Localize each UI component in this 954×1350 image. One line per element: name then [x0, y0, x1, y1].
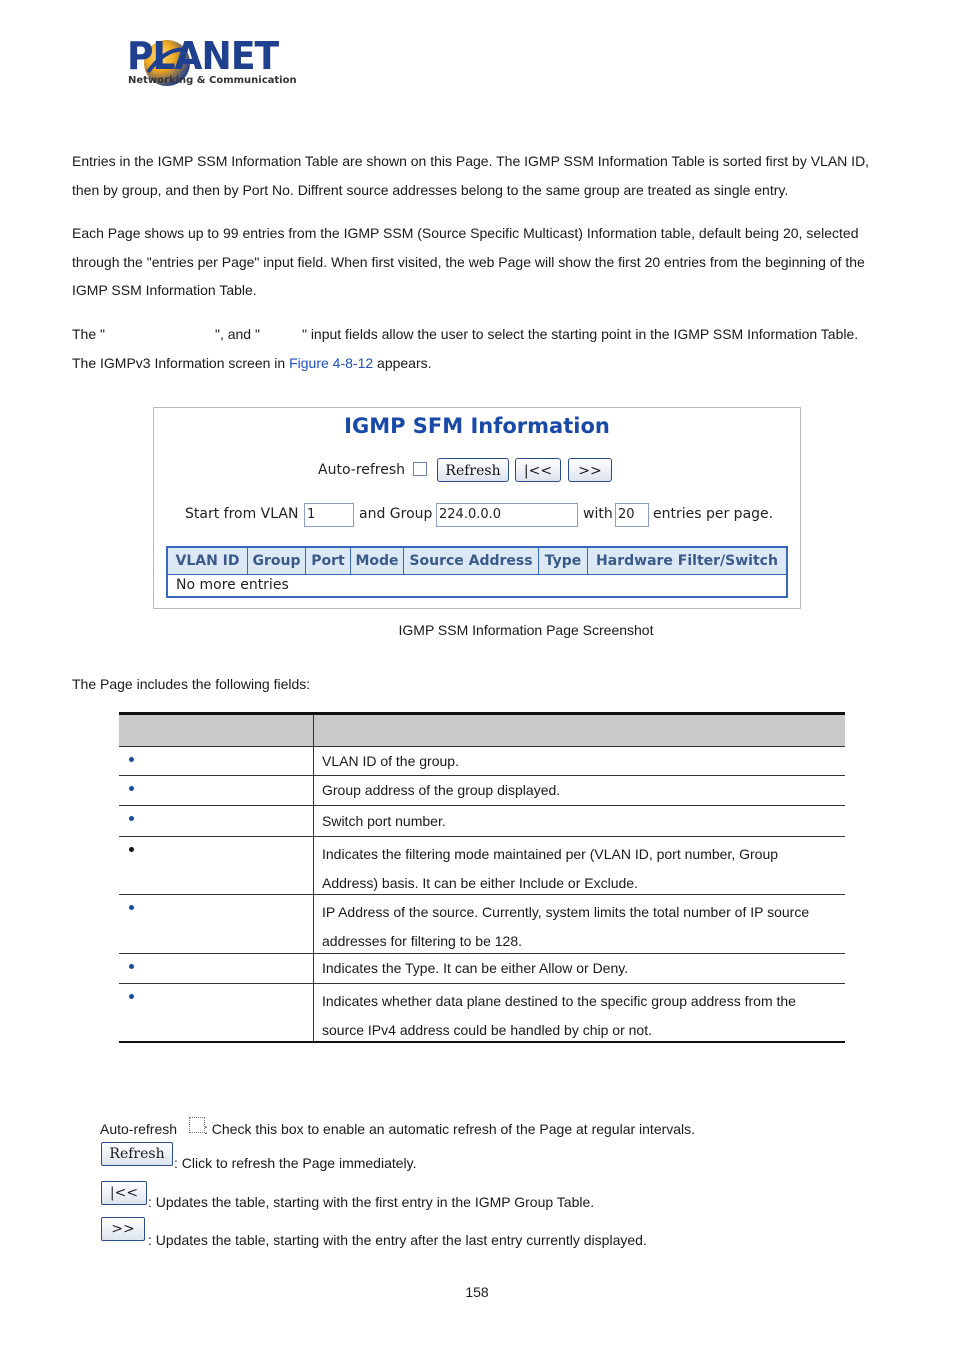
p3-text-c: " input fields allow the user to select the starting point in the IGMP SSM Information Table.: [301, 326, 859, 342]
bullet-icon: [129, 994, 134, 999]
p3-text-b: ", and ": [214, 326, 260, 342]
col-group: Group: [248, 548, 306, 574]
first-page-button[interactable]: |<<: [515, 458, 561, 482]
help-refresh-button[interactable]: Refresh: [101, 1142, 173, 1166]
col-port: Port: [306, 548, 351, 574]
ssm-info-table: [166, 546, 788, 598]
bullet-icon: [129, 905, 134, 910]
intro-paragraph: Entries in the IGMP SSM Information Table are shown on this Page. The IGMP SSM Information Table is sorted first by VLAN ID, then by group, and then by Port No. Diffrent source addresses belong to the same group are treated as single entry.: [72, 153, 870, 198]
fields-intro: The Page includes the following fields:: [72, 676, 311, 692]
bullet-icon: [129, 816, 134, 821]
col-hardware-filter: Hardware Filter/Switch: [588, 548, 786, 574]
help-refresh-desc: : Click to refresh the Page immediately.: [174, 1155, 417, 1171]
help-auto-refresh-desc: : Check this box to enable an automatic refresh of the Page at regular intervals.: [204, 1121, 696, 1137]
start-vlan-label: Start from VLAN: [185, 506, 299, 522]
col-vlan-id: VLAN ID: [168, 548, 248, 574]
col-source-address: Source Address: [404, 548, 539, 574]
table-row: Switch port number.: [119, 806, 845, 837]
auto-refresh-checkbox[interactable]: [413, 462, 427, 476]
help-next-page-button[interactable]: >>: [101, 1217, 145, 1241]
entries-input[interactable]: 20: [615, 503, 649, 527]
entries-per-page-label: entries per page.: [653, 506, 774, 522]
with-label: with: [583, 506, 613, 522]
refresh-button[interactable]: Refresh: [437, 458, 509, 482]
brand-name: PLANET: [127, 34, 279, 78]
next-page-button[interactable]: >>: [568, 458, 612, 482]
entries-paragraph: Each Page shows up to 99 entries from the IGMP SSM (Source Specific Multicast) Information table, default being 20, selected through the "entries per Page" input field. When first visited, the web Page will show the first 20 entries from the beginning of the IGMP SSM Information Table.: [72, 225, 865, 298]
auto-refresh-label: Auto-refresh: [318, 462, 406, 478]
table-row: IP Address of the source. Currently, system limits the total number of IP source addresses for filtering to be 128.: [119, 895, 845, 954]
fields-table-header: [119, 715, 845, 747]
p3-text-a: The ": [72, 326, 105, 342]
help-first-desc: : Updates the table, starting with the first entry in the IGMP Group Table.: [148, 1194, 595, 1210]
bullet-icon: [129, 786, 134, 791]
panel-title: IGMP SFM Information: [344, 414, 610, 438]
bullet-icon: [129, 847, 134, 852]
help-first-page-button[interactable]: |<<: [101, 1181, 147, 1205]
help-next-desc: : Updates the table, starting with the entry after the last entry currently displayed.: [148, 1232, 647, 1248]
fields-table-bottom-rule: [119, 1041, 845, 1043]
table-row: VLAN ID of the group.: [119, 747, 845, 776]
and-group-label: and Group: [359, 506, 433, 522]
col-mode: Mode: [351, 548, 404, 574]
p3-text-e: appears.: [373, 354, 432, 371]
fields-table: [119, 712, 845, 1042]
col-type: Type: [539, 548, 588, 574]
table-row: Indicates whether data plane destined to the specific group address from the source IPv4 address could be handled by chip or not.: [119, 984, 845, 1042]
empty-row: No more entries: [168, 574, 786, 596]
igmp-sfm-screenshot: [153, 407, 801, 609]
table-row: Group address of the group displayed.: [119, 776, 845, 806]
group-input[interactable]: 224.0.0.0: [436, 503, 578, 527]
page-number: 158: [465, 1284, 489, 1300]
help-auto-refresh-label: Auto-refresh: [100, 1121, 178, 1137]
brand-tagline: Networking & Communication: [128, 75, 297, 86]
help-auto-refresh-checkbox[interactable]: [189, 1117, 205, 1133]
table-row: Indicates the filtering mode maintained per (VLAN ID, port number, Group Address) basis. It can be either Include or Exclude.: [119, 837, 845, 895]
table-row: Indicates the Type. It can be either Allow or Deny.: [119, 954, 845, 984]
figure-caption: IGMP SSM Information Page Screenshot: [398, 622, 654, 638]
start-vlan-input[interactable]: 1: [304, 503, 354, 527]
bullet-icon: [129, 757, 134, 762]
bullet-icon: [129, 964, 134, 969]
p3-text-d: The IGMPv3 Information screen in: [72, 354, 290, 371]
start-point-paragraph: [72, 320, 892, 377]
figure-link[interactable]: Figure 4-8-12: [289, 354, 374, 371]
